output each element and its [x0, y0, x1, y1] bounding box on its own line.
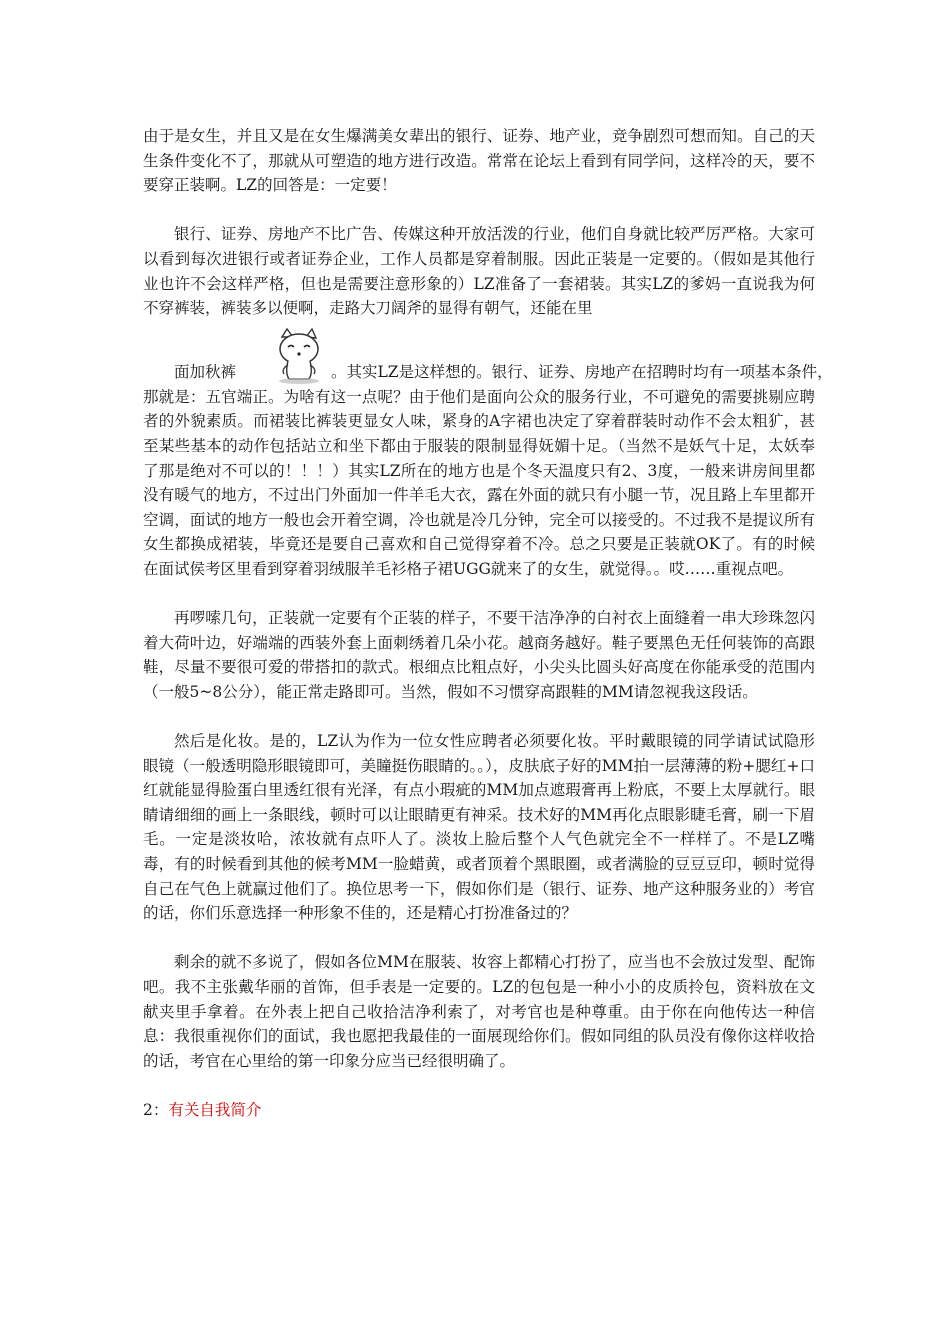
document-body: [143, 124, 833, 1123]
paragraph-2-part-2: 那就是：五官端正。为啥有这一点呢？由于他们是面向公众的服务行业，不可避免的需要挑剔应聘者的外貌素质。而裙装比裤装更显女人味，紧身的A字裙也决定了穿着群装时动作不会太粗犷，甚至某些基本的动作包括站立和坐下都由于服装的限制显得妩媚十足。（当然不是妖气十足，太妖奉了那是绝对不可以的！！！）其实LZ所在的地方也是个冬天温度只有2、3度，一般来讲房间里都没有暖气的地方，不过出门外面加一件羊毛大衣，露在外面的就只有小腿一节，况且路上车里都开空调，面试的地方一般也会开着空调，冷也就是冷几分钟，完全可以接受的。不过我不是提议所有女生都换成裙装，毕竟还是要自己喜欢和自己觉得穿着不冷。总之只要是正装就OK了。有的时候在面试侯考区里看到穿着羽绒服羊毛衫格子裙UGG就来了的女生，就觉得。。哎……重视点吧。: [143, 387, 815, 578]
cartoon-face-icon: [240, 327, 296, 385]
paragraph-1: 由于是女生，并且又是在女生爆满美女辈出的银行、证券、地产业，竞争剧烈可想而知。自己的天生条件变化不了，那就从可塑造的地方进行改造。常常在论坛上看到有同学问，这样冷的天，要不要穿正装啊。LZ的回答是：一定要！: [143, 127, 815, 195]
paragraph-2-icon-line: [143, 321, 833, 385]
paragraph-5: 剩余的就不多说了，假如各位MM在服装、妆容上都精心打扮了，应当也不会放过发型、配饰吧。我不主张戴华丽的首饰，但手表是一定要的。LZ的包包是一种小小的皮质拎包，资料放在文献夹里手拿着。在外表上把自己收拾洁净利索了，对考官也是种尊重。由于你在向他传达一种信息：我很重视你们的面试，我也愿把我最佳的一面展现给你们。假如同组的队员没有像你这样收拾的话，考官在心里给的第一印象分应当已经很明确了。: [143, 953, 815, 1070]
section-number: 2：: [143, 1100, 169, 1119]
section-heading: [143, 1098, 815, 1123]
paragraph-4: 然后是化妆。是的，LZ认为作为一位女性应聘者必须要化妆。平时戴眼镜的同学请试试隐形眼镜（一般透明隐形眼镜即可，美瞳挺伤眼睛的。。），皮肤底子好的MM拍一层薄薄的粉+腮红+口红就能显得脸蛋白里透红很有光泽，有点小瑕疵的MM加点遮瑕膏再上粉底，不要上太厚就行。眼睛请细细的画上一条眼线，顿时可以让眼睛更有神采。技术好的MM再化点眼影睫毛膏，刷一下眉毛。一定是淡妆哈，浓妆就有点吓人了。淡妆上脸后整个人气色就完全不一样样了。不是LZ嘴毒，有的时候看到其他的候考MM一脸蜡黄，或者顶着个黑眼圈，或者满脸的豆豆豆印，顿时觉得自己在气色上就赢过他们了。换位思考一下，假如你们是（银行、证券、地产这种服务业的）考官的话，你们乐意选择一种形象不佳的，还是精心打扮准备过的？: [143, 732, 815, 923]
paragraph-2: [143, 222, 833, 581]
paragraph-2-inline-after: 。其实LZ是这样想的。银行、证券、房地产在招聘时均有一项基本条件，: [331, 363, 833, 382]
paragraph-2-part-1: 银行、证券、房地产不比广告、传媒这种开放活泼的行业，他们自身就比较严厉严格。大家可以看到每次进银行或者证券企业，工作人员都是穿着制服。因此正装是一定要的。（假如是其他行业也许不会这样严格，但也是需要注意形象的）LZ准备了一套裙装。其实LZ的爹妈一直说我为何不穿裤装，裤装多以便啊，走路大刀阔斧的显得有朝气，还能在里: [143, 225, 815, 318]
section-title: 有关自我简介: [168, 1100, 262, 1119]
paragraph-2-inline-before: 面加秋裤: [174, 363, 237, 382]
paragraph-3: 再啰嗦几句，正装就一定要有个正装的样子，不要干洁净净的白衬衣上面缝着一串大珍珠忽闪着大荷叶边，好端端的西装外套上面刺绣着几朵小花。越商务越好。鞋子要黑色无任何装饰的高跟鞋，尽量不要很可爱的带搭扣的款式。根细点比粗点好，小尖头比圆头好高度在你能承受的范围内（一般5~8公分），能正常走路即可。当然，假如不习惯穿高跟鞋的MM请忽视我这段话。: [143, 609, 815, 701]
